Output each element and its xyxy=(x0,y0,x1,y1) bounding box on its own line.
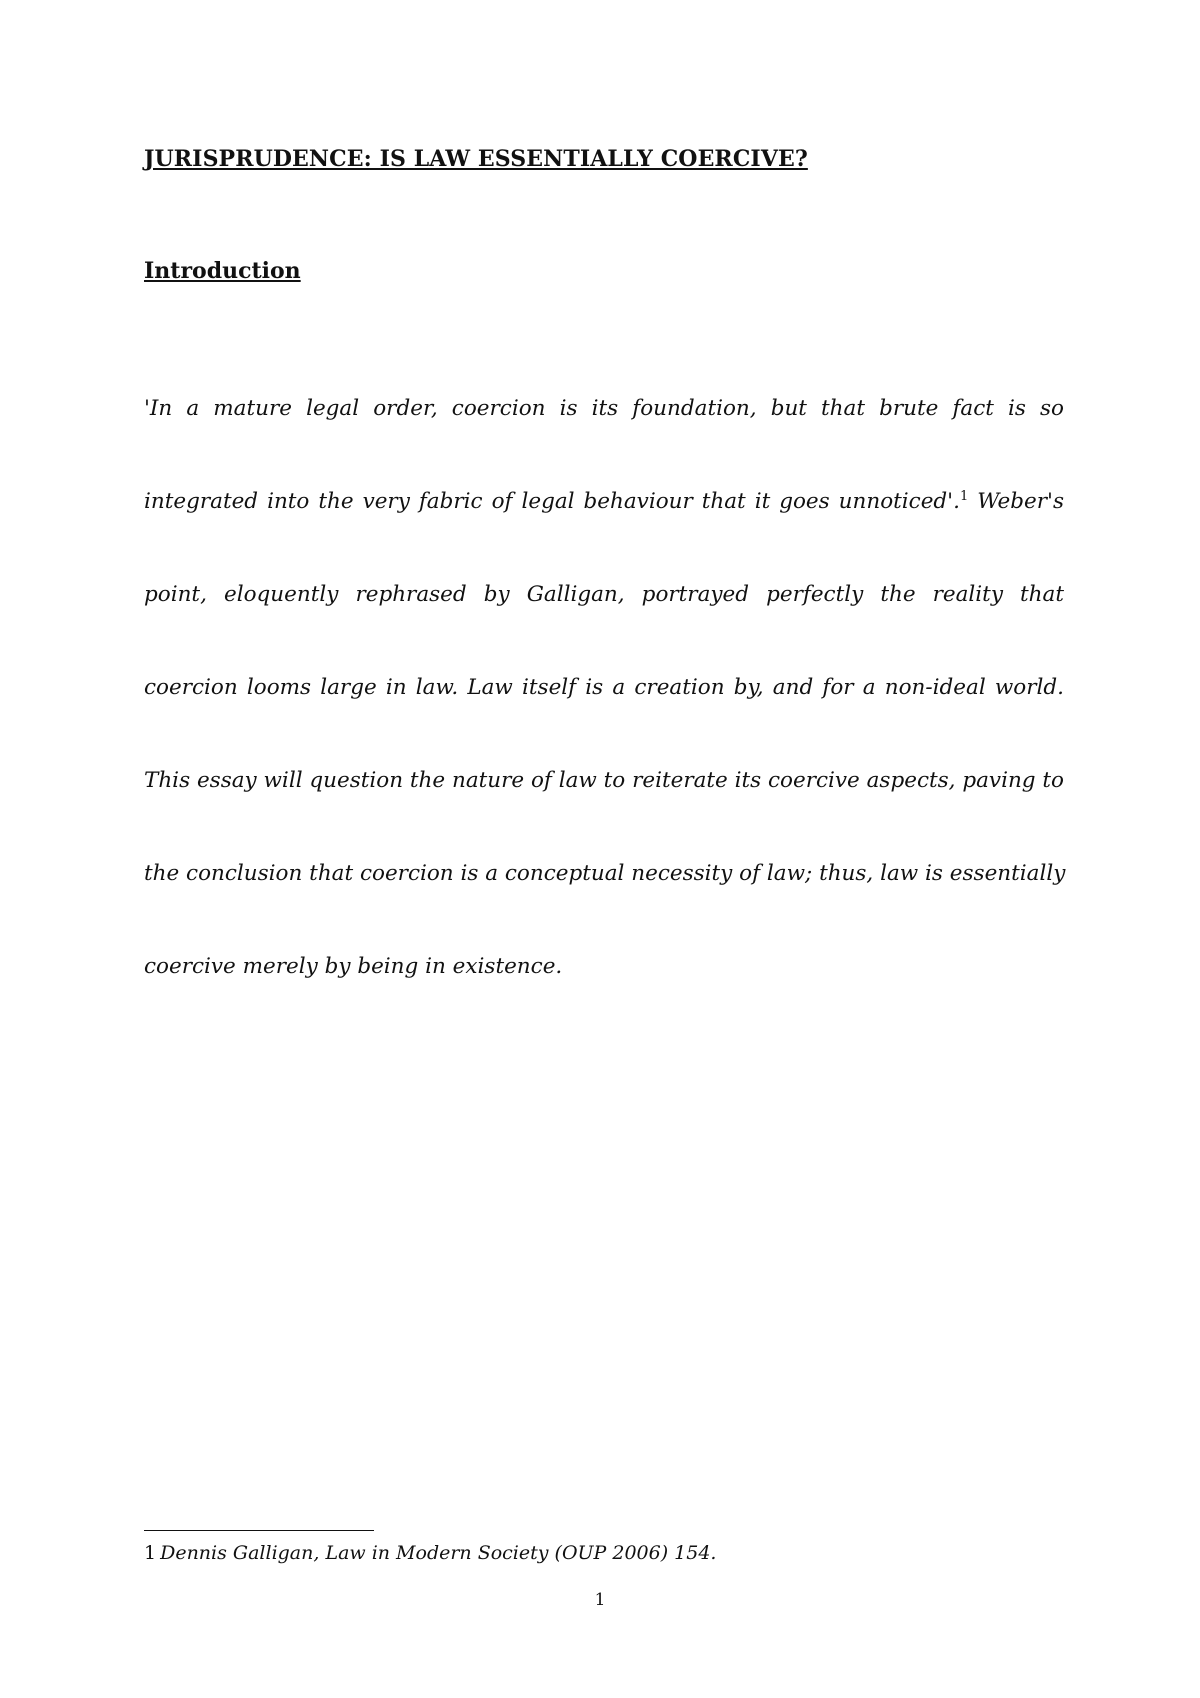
introduction-paragraph xyxy=(144,362,1064,1013)
footnote xyxy=(144,1542,716,1564)
paragraph-line-2-text: integrated into the very fabric of legal behaviour that it goes unnoticed'. xyxy=(144,489,960,514)
section-heading-introduction: Introduction xyxy=(144,258,301,284)
paragraph-line-2 xyxy=(144,455,1064,548)
paragraph-line-4: coercion looms large in law. Law itself is a creation by, and for a non-ideal world. xyxy=(144,675,1064,700)
footnote-text: Dennis Galligan, Law in Modern Society (OUP 2006) 154. xyxy=(160,1542,717,1564)
footnote-separator xyxy=(144,1530,374,1531)
paragraph-line-5: This essay will question the nature of law to reiterate its coercive aspects, paving to xyxy=(144,768,1064,793)
paragraph-line-1: 'In a mature legal order, coercion is its foundation, but that brute fact is so xyxy=(144,396,1064,421)
footnote-reference[interactable]: 1 xyxy=(959,488,969,504)
paragraph-line-3: point, eloquently rephrased by Galligan, portrayed perfectly the reality that xyxy=(144,582,1064,607)
document-title: JURISPRUDENCE: IS LAW ESSENTIALLY COERCIVE? xyxy=(144,146,808,172)
paragraph-line-2-tail: Weber's xyxy=(968,489,1064,514)
page-number: 1 xyxy=(594,1590,606,1610)
footnote-number: 1 xyxy=(144,1542,157,1564)
paragraph-line-7: coercive merely by being in existence. xyxy=(144,954,563,979)
paragraph-line-6: the conclusion that coercion is a conceptual necessity of law; thus, law is essentially xyxy=(144,861,1066,886)
